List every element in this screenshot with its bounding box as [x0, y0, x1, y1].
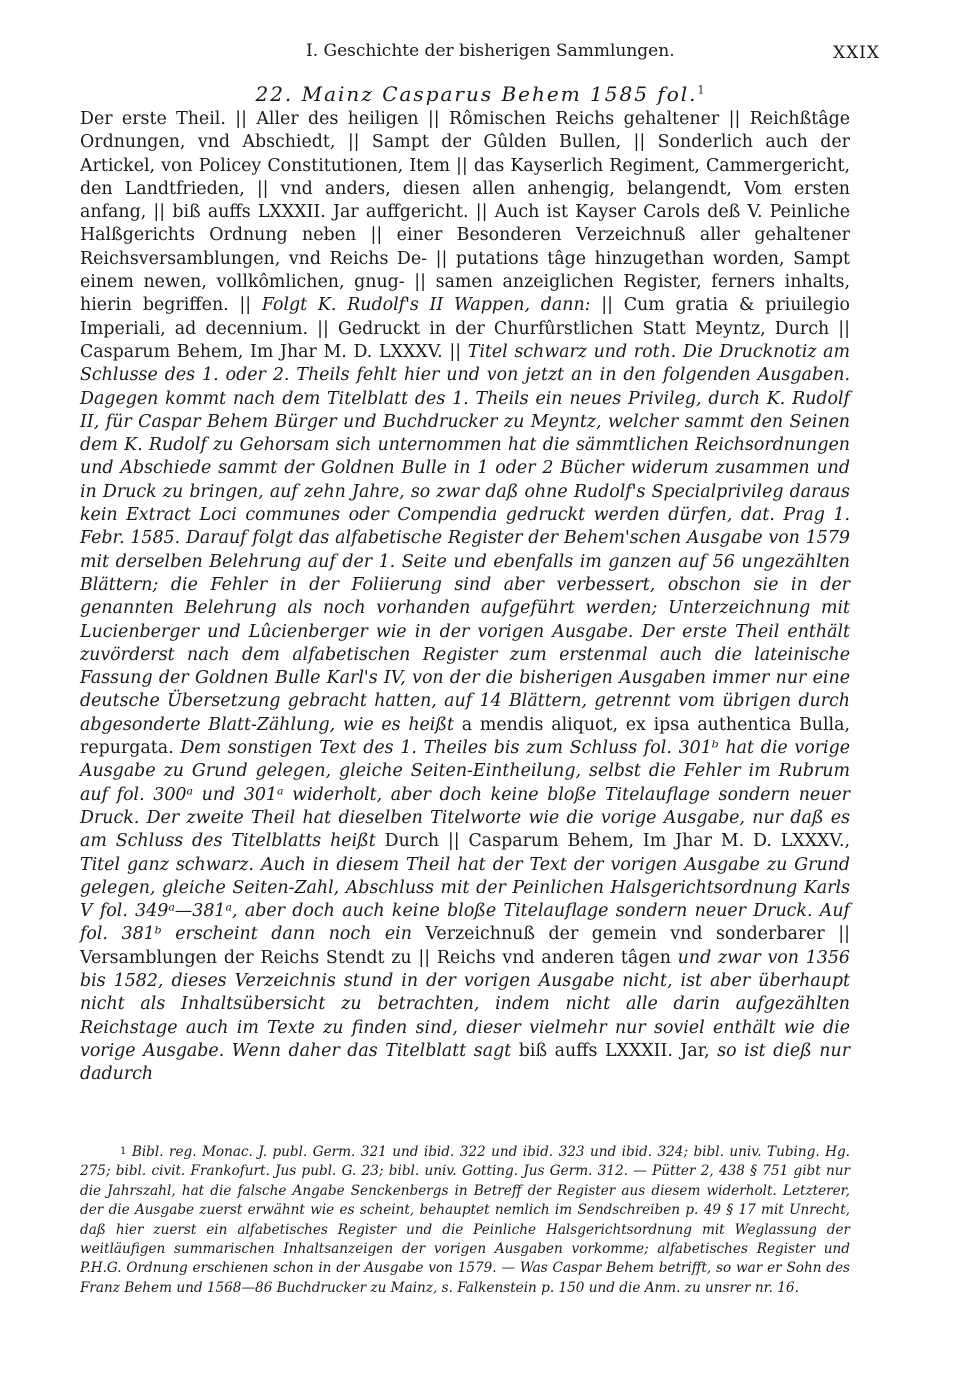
entry-footnote-ref: 1 [697, 83, 705, 97]
quote-verzeichnuss: Verzeichnuß der gemein vnd sonderbarer || Versamblungen der Reichs Stendt zu || Reichs vnd anderen tâgen [80, 924, 851, 968]
description-end: so ist dieß nur dadurch [80, 1040, 851, 1085]
footnotes [80, 1142, 850, 1298]
quote-durch: Durch || Casparum Behem, Im Jhar M. D. LXXXV., [384, 831, 851, 852]
body-paragraph [80, 108, 850, 1086]
title-transcription: Der erste Theil. || Aller des heiligen || Rômischen Reichs gehaltener || Reichßtâge Ordnungen, vnd Abschiedt, || Sampt der Gûlden Bullen, || Sonderlich auch der Artickel, von Policey Constitutionen, Item || das Kayserlich Regiment, Cammergericht, den Landtfrieden, || vnd anders, diesen allen anhengig, belangendt, Vom ersten anfang, || biß auffs LXXXII. Jar auffgericht. || Auch ist Kayser Carols deß V. Peinliche Halßgerichts Ordnung neben || einer Besonderen Verzeichnuß aller gehaltener Reichsversamblungen, vnd Reichs De- || putations tâge hinzugethan worden, Sampt einem newen, vollkômlichen, gnug- || samen anzeiglichen Register, ferners inhalts, hierin begriffen. || [80, 109, 850, 316]
description-second-part: Titel ganz schwarz. Auch in diesem Theil hat der Text der vorigen Ausgabe zu Grund gelegen, gleiche Seiten-Zahl, Abschluss mit der Peinlichen Halsgerichtsordnung Karls V fol. 349ᵃ—381ᵃ, aber doch auch keine bloße Titelauflage sondern neuer Druck. Auf fol. 381ᵇ erscheint dann noch ein [80, 854, 850, 945]
quote-mendis: a mendis aliquot, ex ipsa authentica Bulla, repurgata. [80, 714, 850, 759]
description-verzeichnis: und zwar von 1356 bis 1582, dieses Verzeichnis stund in der vorigen Ausgabe nicht, ist aber überhaupt nicht als Inhaltsübersicht zu betrachten, indem nicht alle darin aufgezählten Reichstage auch im Texte zu finden sind, dieser vielmehr nur soviel enthält wie die vorige Ausgabe. Wenn daher das Titelblatt sagt [80, 947, 850, 1061]
entry-heading-text: 22. Mainz Casparus Behem 1585 fol. [255, 82, 698, 106]
description-privileg: Titel schwarz und roth. Die Drucknotiz am Schlusse des 1. oder 2. Theils fehlt hier und von jetzt an in den folgenden Ausgaben. Dagegen kommt nach dem Titelblatt des 1. Theils ein neues Privileg, durch K. Rudolf II, für Caspar Behem Bürger und Buchdrucker zu Meyntz, welcher sammt den Seinen dem K. Rudolf zu Gehorsam sich unternommen hat die sämmtlichen Reichsordnungen und Abschiede sammt der Goldnen Bulle in 1 oder 2 Bücher widerum zusammen und in Druck zu bringen, auf zehn Jahre, so zwar daß ohne Rudolf's Specialprivileg daraus kein Extract Loci communes oder Compendia gedruckt werden dürfen, dat. Prag 1. Febr. 1585. Darauf folgt das alfabetische Register der Behem'schen Ausgabe von 1579 mit derselben Belehrung auf der 1. Seite und ebenfalls im ganzen auf 56 ungezählten Blättern; die Fehler in der Foliierung sind aber verbessert, obschon sie in der genannten Belehrung als noch vorhanden aufgeführt werden; Unterzeichnung mit Lucienberger und Lûcienberger wie in der vorigen Ausgabe. Der erste Theil enthält zuvörderst nach dem alfabetischen Register zum erstenmal auch die lateinische Fassung der Goldnen Bulle Karl's IV, von der die bisherigen Ausgaben immer nur eine deutsche Übersetzung gebracht hatten, auf 14 Blättern, getrennt vom übrigen durch abgesonderte Blatt-Zählung, wie es heißt [80, 341, 851, 735]
body-text [80, 108, 850, 1086]
footnote-mark: 1 [120, 1146, 127, 1157]
footnote-text: Bibl. reg. Monac. J. publ. Germ. 321 und ibid. 322 und ibid. 323 und ibid. 324; bibl. univ. Tubing. Hg. 275; bibl. civit. Frankofurt. Jus publ. G. 23; bibl. univ. Gotting. Jus Germ. 312. — Pütter 2, 438 § 751 gibt nur die Jahrszahl, hat die falsche Angabe Senckenbergs in Betreff der Register aus diesem widerholt. Letzterer, der die Ausgabe zuerst erwähnt wie es scheint, behauptet nemlich im Sendschreiben p. 49 § 17 mit Unrecht, daß hier zuerst ein alfabetisches Register und die Peinliche Halsgerichtsordnung mit Weglassung der weitläufigen summarischen Inhaltsanzeigen der vorigen Ausgaben vorkomme; alfabetisches Register und P.H.G. Ordnung erschienen schon in der Ausgabe von 1579. — Was Caspar Behem betrifft, so war er Sohn des Franz Behem und 1568—86 Buchdrucker zu Mainz, s. Falkenstein p. 150 und die Anm. zu unsrer nr. 16. [80, 1144, 850, 1296]
page-number: XXIX [832, 43, 880, 63]
note-folgt-wappen: Folgt K. Rudolf's II Wappen, dann: [261, 295, 591, 316]
title-transcription-cont: || Cum gratia & priuilegio Imperiali, ad decennium. || Gedruckt in der Churfûrstlichen Statt Meyntz, Durch || Casparum Behem, Im Jhar M. D. LXXXV. || [80, 295, 850, 362]
running-head-title: I. Geschichte der bisherigen Sammlungen. [306, 41, 675, 61]
description-text-basis: Dem sonstigen Text des 1. Theiles bis zum Schluss fol. 301ᵇ hat die vorige Ausgabe zu Grund gelegen, gleiche Seiten-Eintheilung, selbst die Fehler im Rubrum auf fol. 300ᵃ und 301ᵃ widerholt, aber doch keine bloße Titelauflage sondern neuer Druck. Der zweite Theil hat dieselben Titelworte wie die vorige Ausgabe, nur daß es am Schluss des Titelblatts heißt [80, 738, 850, 852]
quote-bis-lxxxii: biß auffs LXXXII. Jar, [518, 1040, 710, 1061]
footnote-1 [80, 1142, 850, 1298]
entry-heading [0, 82, 960, 106]
